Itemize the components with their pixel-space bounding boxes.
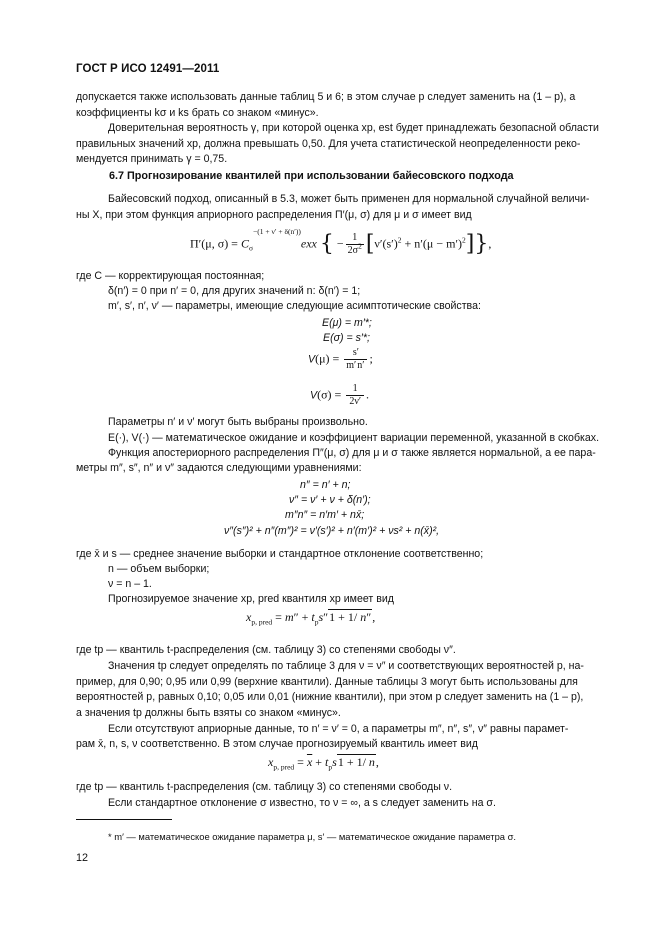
eq-nu2: ν″ = ν′ + ν + δ(n′); (289, 494, 371, 506)
where-xs: где x̄ и s — среднее значение выборки и стандартное отклонение соответственно; (76, 548, 484, 560)
p2-line2: правильных значений xp, должна превышать 0,50. Для учета статистической неопределенности реко- (76, 138, 581, 150)
p7-line1: Значения tp следует определять по таблице 3 для ν = ν″ и соответствующих вероятностей p, на- (108, 660, 584, 672)
where-tp-2: где tp — квантиль t-распределения (см. таблицу 3) со степенями свободы ν. (76, 781, 453, 793)
eq-e-sigma: E(σ) = s′*; (323, 332, 370, 344)
prior-distribution-formula: Π′(μ, $\sigma) = C_\sigma^{-(1 + \nu' + \delta(n'))}exx$ { − $\frac{1}{2\sigma^2}$ $[\nu'(s')^2 + n'(\mu - m')^2]$}, (190, 227, 492, 257)
pred-line: Прогнозируемое значение xp, pred квантиля xp имеет вид (108, 593, 394, 605)
nu-line: ν = n – 1. (108, 578, 152, 590)
prediction-formula-2: $x_{p, pred} = \overline{x} + t_ps1 + 1/$ n, (268, 755, 379, 772)
p6-line2: метры m″, s″, n″ и ν″ задаются следующими уравнениями: (76, 462, 362, 474)
p2-line3: мендуется принимать γ = 0,75. (76, 153, 228, 165)
p5: E(·), V(·) — математическое ожидание и коэффициент вариации переменной, указанной в скобках. (108, 432, 600, 444)
params-line: m′, s′, n′, ν′ — параметры, имеющие следующие асимптотические свойства: (108, 300, 481, 312)
p3-line1: Байесовский подход, описанный в 5.3, может быть применен для нормальной случайной величи- (108, 193, 590, 205)
footnote: * m′ — математическое ожидание параметра μ, s′ — математическое ожидание параметра σ. (108, 831, 517, 842)
p7-line4: а значения tp должны быть взяты со знаком «минус». (76, 707, 341, 719)
p7-line2: пример, для 0,90; 0,95 или 0,99 (верхние квантили). Данные таблицы 3 могут быть использованы для (76, 676, 578, 688)
eq-e-mu: E(μ) = m′*; (322, 317, 372, 329)
eq-n2: n″ = n′ + n; (300, 479, 351, 491)
p1-line1: допускается также использовать данные таблиц 5 и 6; в этом случае p следует заменить на (1 – p), а (76, 91, 576, 103)
prediction-formula-1: $x_{p, pred} = m'' + t_ps''1 + 1/$ n″, (246, 610, 376, 627)
variation-mu-formula: V(μ) = $\frac{s'}{m'n'}$ ; (308, 347, 373, 371)
p8-line2: рам x̄, n, s, ν соответственно. В этом случае прогнозируемый квантиль имеет вид (76, 738, 478, 750)
p4: Параметры n′ и ν′ могут быть выбраны произвольно. (108, 416, 368, 428)
p1-line2: коэффициенты kσ и ks брать со знаком «минус». (76, 107, 319, 119)
document-header: ГОСТ Р ИСО 12491—2011 (76, 63, 220, 75)
p7-line3: вероятностей p, равных 0,10; 0,05 или 0,01 (нижние квантили), при этом p следует заменить на (1 – p), (76, 691, 584, 703)
footnote-divider (76, 819, 172, 820)
section-title: 6.7 Прогнозирование квантилей при использовании байесовского подхода (109, 170, 514, 182)
eq-s2: ν″(s″)² + n″(m″)² = ν′(s′)² + n′(m′)² + νs² + n(x̄)², (224, 525, 440, 537)
delta-line: δ(n′) = 0 при n′ = 0, для других значений n: δ(n′) = 1; (108, 285, 361, 297)
where-tp-1: где tp — квантиль t-распределения (см. таблицу 3) со степенями свободы ν″. (76, 644, 456, 656)
p8-line1: Если отсутствуют априорные данные, то n′ = ν′ = 0, а параметры m″, n″, s″, ν″ равны парамет- (108, 723, 569, 735)
eq-m2: m″n″ = n′m′ + nx̄; (285, 509, 365, 521)
p6-line1: Функция апостериорного распределения Π″(μ, σ) для μ и σ также является нормальной, а ее пара- (108, 447, 596, 459)
page-number: 12 (76, 852, 89, 864)
variation-sigma-formula: V(σ) = $\frac{1}{2\nu'}$ . (310, 383, 370, 407)
p3-line2: ны X, при этом функция априорного распределения Π′(μ, σ) для μ и σ имеет вид (76, 209, 472, 221)
p2-line1: Доверительная вероятность γ, при которой оценка xp, est будет принадлежать безопасной области (108, 122, 599, 134)
where-c: где C — корректирующая постоянная; (76, 270, 265, 282)
n-line: n — объем выборки; (108, 563, 210, 575)
p9: Если стандартное отклонение σ известно, то ν = ∞, а s следует заменить на σ. (108, 797, 496, 809)
